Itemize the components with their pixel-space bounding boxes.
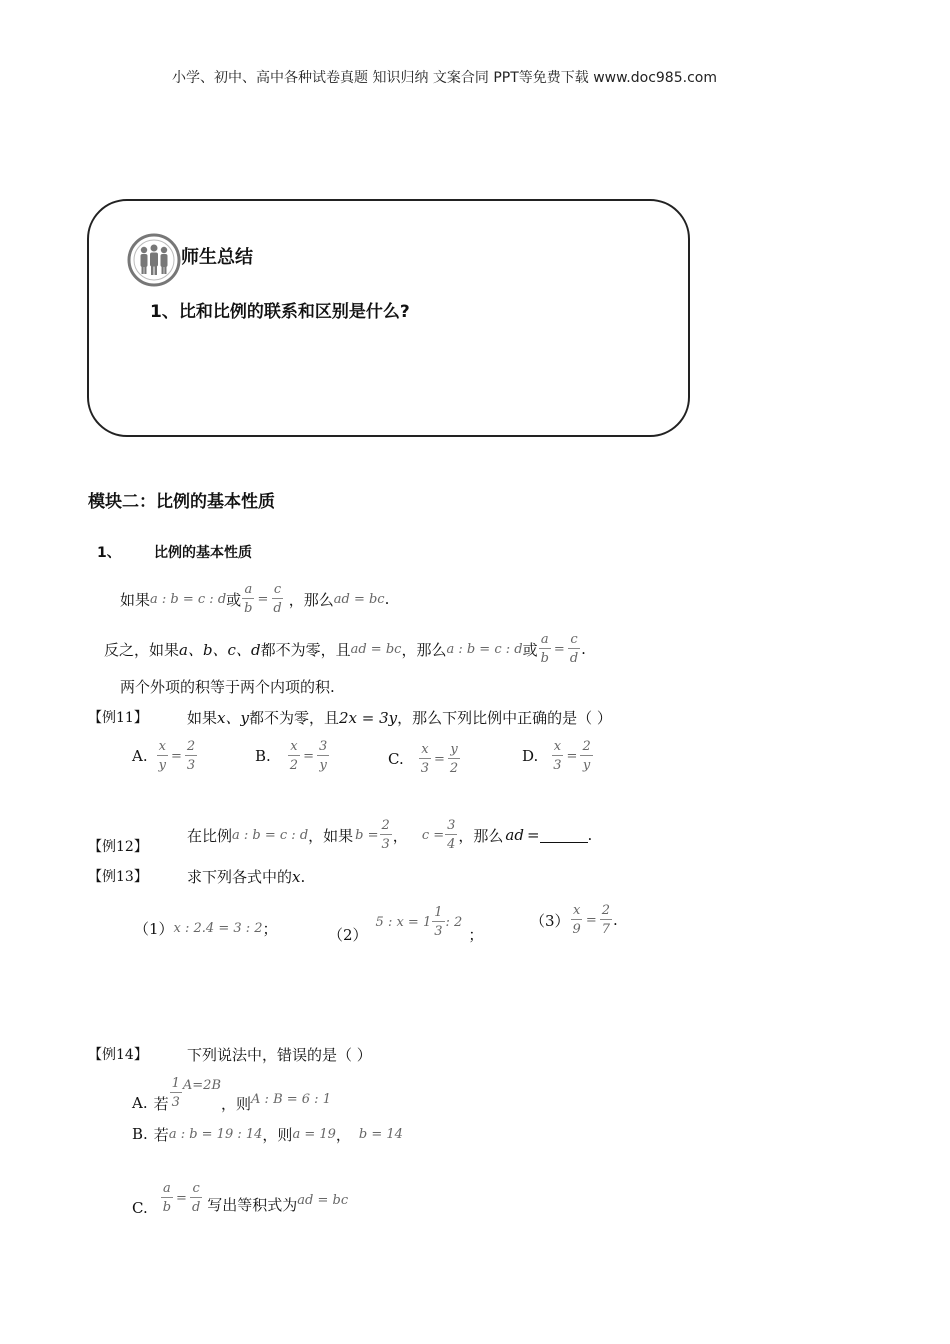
or-text: 或 — [226, 590, 242, 609]
ex11-option-d: D. $\frac{x}{3}$ = $\frac{2}{y}$ — [522, 739, 591, 773]
frac-a-b-2: $\frac{a}{b}$ — [540, 632, 549, 666]
ex11-option-a: A. $\frac{x}{y}$ = $\frac{2}{3}$ — [132, 739, 196, 773]
ex14-option-b: B. 若 a : b = 19 : 14 ，则 a = 19 ， b = 14 — [132, 1125, 403, 1144]
ex14-option-c: C. $\frac{a}{b}$ = $\frac{c}{d}$ 写出等积式为 ad = bc — [132, 1181, 349, 1217]
ex14-tag: 【例14】 — [88, 1047, 148, 1063]
module-title: 模块二：比例的基本性质 — [88, 492, 275, 512]
frac-a-b: $\frac{a}{b}$ — [244, 582, 253, 616]
product-formula-2: ad = bc — [350, 641, 402, 657]
ex12-tag: 【例12】 — [88, 839, 148, 855]
prop2-prefix: 反之，如果 — [104, 640, 180, 659]
period-2: . — [581, 640, 586, 658]
section-number: 1、 — [97, 545, 121, 561]
summary-question: 1、比和比例的联系和区别是什么? — [150, 302, 410, 322]
ex11-option-b: B. $\frac{x}{2}$ = $\frac{3}{y}$ — [255, 739, 328, 773]
ex11-question: 如果x、y都不为零，且2x = 3y，那么下列比例中正确的是（ ） — [187, 709, 612, 727]
period: . — [384, 590, 390, 608]
frac-c-d-2: $\frac{c}{d}$ — [569, 632, 579, 666]
ex12-question: 在比例 a : b = c : d ，如果 b = $\frac{2}{3}$ ， c = $\frac{3}{4}$ ，那么 ad = . — [187, 818, 593, 852]
prop1-prefix: 如果 — [120, 590, 151, 609]
property-line-2: 反之，如果 a、b、c、d 都不为零，且 ad = bc ，那么 a : b = c : d 或 $\frac{a}{b}$ = $\frac{c}{d}$ . — [104, 632, 586, 666]
ex14-option-a: A. 若 $\frac{1}{3}$ A=2B ，则 A : B = 6 : 1 — [132, 1076, 331, 1113]
ex11-option-c: C. $\frac{x}{3}$ = $\frac{y}{2}$ — [388, 742, 459, 776]
ex13-tag: 【例13】 — [88, 869, 148, 885]
ex13-part-2: （2） 5 : x = 1 $\frac{1}{3}$ : 2 ； — [328, 905, 484, 944]
ex14-question: 下列说法中，错误的是（ ） — [187, 1046, 372, 1064]
page-header: 小学、初中、高中各种试卷真题 知识归纳 文案合同 PPT等免费下载 www.doc985.com — [172, 70, 717, 86]
section-title: 比例的基本性质 — [154, 545, 252, 561]
prop2-mid1: 都不为零，且 — [260, 640, 351, 659]
or-text-2: 或 — [522, 640, 538, 659]
answer-blank — [540, 828, 588, 843]
ex13-part-3: （3） $\frac{x}{9}$ = $\frac{2}{7}$ . — [530, 903, 618, 937]
vars-abcd: a、b、c、d — [179, 640, 261, 659]
ratio-formula: a : b = c : d — [150, 591, 227, 607]
prop2-mid2: ，那么 — [401, 640, 447, 659]
ex13-part-1: （1） x : 2.4 = 3 : 2 ； — [134, 919, 278, 938]
ex11-tag: 【例11】 — [88, 710, 148, 726]
ratio-formula-2: a : b = c : d — [446, 641, 523, 657]
product-formula: ad = bc — [333, 591, 385, 607]
frac-c-d: $\frac{c}{d}$ — [273, 582, 282, 616]
prop1-mid: ，那么 — [288, 590, 334, 609]
summary-title: 师生总结 — [181, 247, 253, 268]
property-line-3: 两个外项的积等于两个内项的积. — [120, 678, 335, 696]
teacher-student-icon — [127, 233, 181, 291]
property-line-1: 如果 a : b = c : d 或 $\frac{a}{b}$ = $\frac{c}{d}$ ，那么 ad = bc . — [120, 582, 390, 616]
ex13-question: 求下列各式中的x. — [187, 868, 306, 886]
